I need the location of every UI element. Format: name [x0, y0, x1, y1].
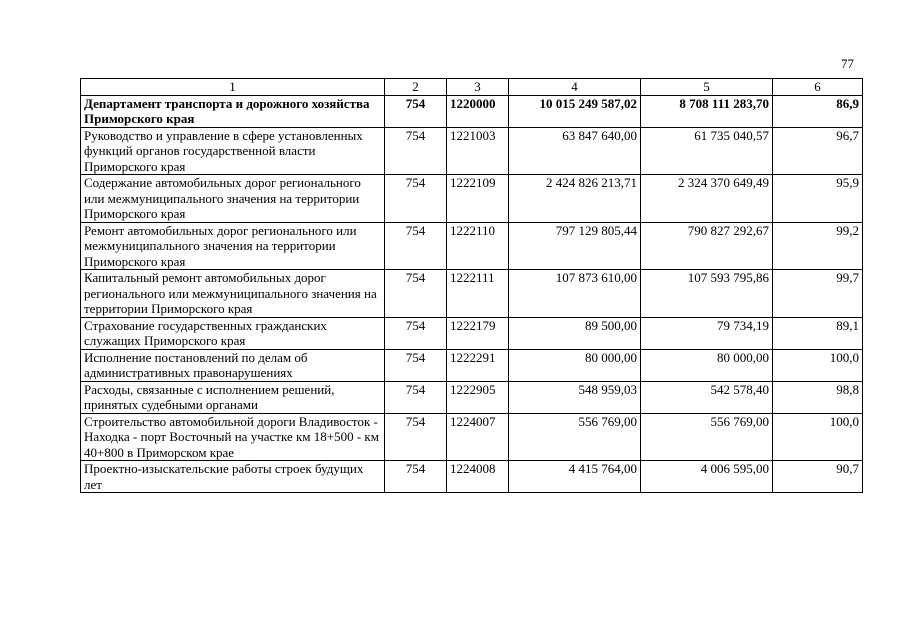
actual-amount-cell: 4 006 595,00 — [641, 461, 773, 493]
glava-code-cell: 754 — [385, 413, 447, 461]
glava-code-cell: 754 — [385, 175, 447, 223]
target-article-cell: 1222179 — [447, 317, 509, 349]
expense-name-cell: Проектно-изыскательские работы строек будущих лет — [81, 461, 385, 493]
percent-cell: 100,0 — [773, 413, 863, 461]
glava-code-cell: 754 — [385, 95, 447, 127]
actual-amount-cell: 542 578,40 — [641, 381, 773, 413]
glava-code-cell: 754 — [385, 381, 447, 413]
percent-cell: 99,2 — [773, 222, 863, 270]
planned-amount-cell: 89 500,00 — [509, 317, 641, 349]
expense-name-cell: Капитальный ремонт автомобильных дорог регионального или межмуниципального значения на территории Приморского края — [81, 270, 385, 318]
table-row — [81, 381, 863, 413]
percent-cell: 95,9 — [773, 175, 863, 223]
column-header-3: 3 — [447, 79, 509, 96]
budget-table — [80, 78, 863, 493]
planned-amount-cell: 556 769,00 — [509, 413, 641, 461]
expense-name-cell: Страхование государственных гражданских служащих Приморского края — [81, 317, 385, 349]
target-article-cell: 1221003 — [447, 127, 509, 175]
table-row — [81, 317, 863, 349]
column-header-5: 5 — [641, 79, 773, 96]
target-article-cell: 1222905 — [447, 381, 509, 413]
glava-code-cell: 754 — [385, 317, 447, 349]
glava-code-cell: 754 — [385, 461, 447, 493]
expense-name-cell: Исполнение постановлений по делам об административных правонарушениях — [81, 349, 385, 381]
percent-cell: 90,7 — [773, 461, 863, 493]
expense-name-cell: Руководство и управление в сфере установленных функций органов государственной власти Приморского края — [81, 127, 385, 175]
glava-code-cell: 754 — [385, 127, 447, 175]
table-body — [81, 95, 863, 493]
planned-amount-cell: 2 424 826 213,71 — [509, 175, 641, 223]
table-row — [81, 461, 863, 493]
table-row — [81, 95, 863, 127]
actual-amount-cell: 79 734,19 — [641, 317, 773, 349]
target-article-cell: 1222111 — [447, 270, 509, 318]
planned-amount-cell: 797 129 805,44 — [509, 222, 641, 270]
target-article-cell: 1224008 — [447, 461, 509, 493]
column-header-4: 4 — [509, 79, 641, 96]
actual-amount-cell: 2 324 370 649,49 — [641, 175, 773, 223]
actual-amount-cell: 556 769,00 — [641, 413, 773, 461]
planned-amount-cell: 80 000,00 — [509, 349, 641, 381]
actual-amount-cell: 790 827 292,67 — [641, 222, 773, 270]
percent-cell: 96,7 — [773, 127, 863, 175]
table-row — [81, 270, 863, 318]
percent-cell: 98,8 — [773, 381, 863, 413]
planned-amount-cell: 4 415 764,00 — [509, 461, 641, 493]
table-row — [81, 175, 863, 223]
table-row — [81, 413, 863, 461]
table-row — [81, 127, 863, 175]
glava-code-cell: 754 — [385, 222, 447, 270]
expense-name-cell: Расходы, связанные с исполнением решений, принятых судебными органами — [81, 381, 385, 413]
page-number: 77 — [841, 56, 854, 71]
column-header-2: 2 — [385, 79, 447, 96]
actual-amount-cell: 8 708 111 283,70 — [641, 95, 773, 127]
table-header-row — [81, 79, 863, 96]
target-article-cell: 1220000 — [447, 95, 509, 127]
table-row — [81, 349, 863, 381]
target-article-cell: 1224007 — [447, 413, 509, 461]
expense-name-cell: Содержание автомобильных дорог регионального или межмуниципального значения на территории Приморского края — [81, 175, 385, 223]
percent-cell: 89,1 — [773, 317, 863, 349]
actual-amount-cell: 107 593 795,86 — [641, 270, 773, 318]
percent-cell: 99,7 — [773, 270, 863, 318]
table-row — [81, 222, 863, 270]
planned-amount-cell: 548 959,03 — [509, 381, 641, 413]
glava-code-cell: 754 — [385, 349, 447, 381]
column-header-6: 6 — [773, 79, 863, 96]
expense-name-cell: Строительство автомобильной дороги Владивосток - Находка - порт Восточный на участке км 18+500 - км 40+800 в Приморском крае — [81, 413, 385, 461]
column-header-1: 1 — [81, 79, 385, 96]
actual-amount-cell: 80 000,00 — [641, 349, 773, 381]
actual-amount-cell: 61 735 040,57 — [641, 127, 773, 175]
glava-code-cell: 754 — [385, 270, 447, 318]
planned-amount-cell: 63 847 640,00 — [509, 127, 641, 175]
expense-name-cell: Департамент транспорта и дорожного хозяйства Приморского края — [81, 95, 385, 127]
planned-amount-cell: 107 873 610,00 — [509, 270, 641, 318]
percent-cell: 100,0 — [773, 349, 863, 381]
target-article-cell: 1222110 — [447, 222, 509, 270]
planned-amount-cell: 10 015 249 587,02 — [509, 95, 641, 127]
percent-cell: 86,9 — [773, 95, 863, 127]
expense-name-cell: Ремонт автомобильных дорог регионального или межмуниципального значения на территории Приморского края — [81, 222, 385, 270]
target-article-cell: 1222291 — [447, 349, 509, 381]
target-article-cell: 1222109 — [447, 175, 509, 223]
